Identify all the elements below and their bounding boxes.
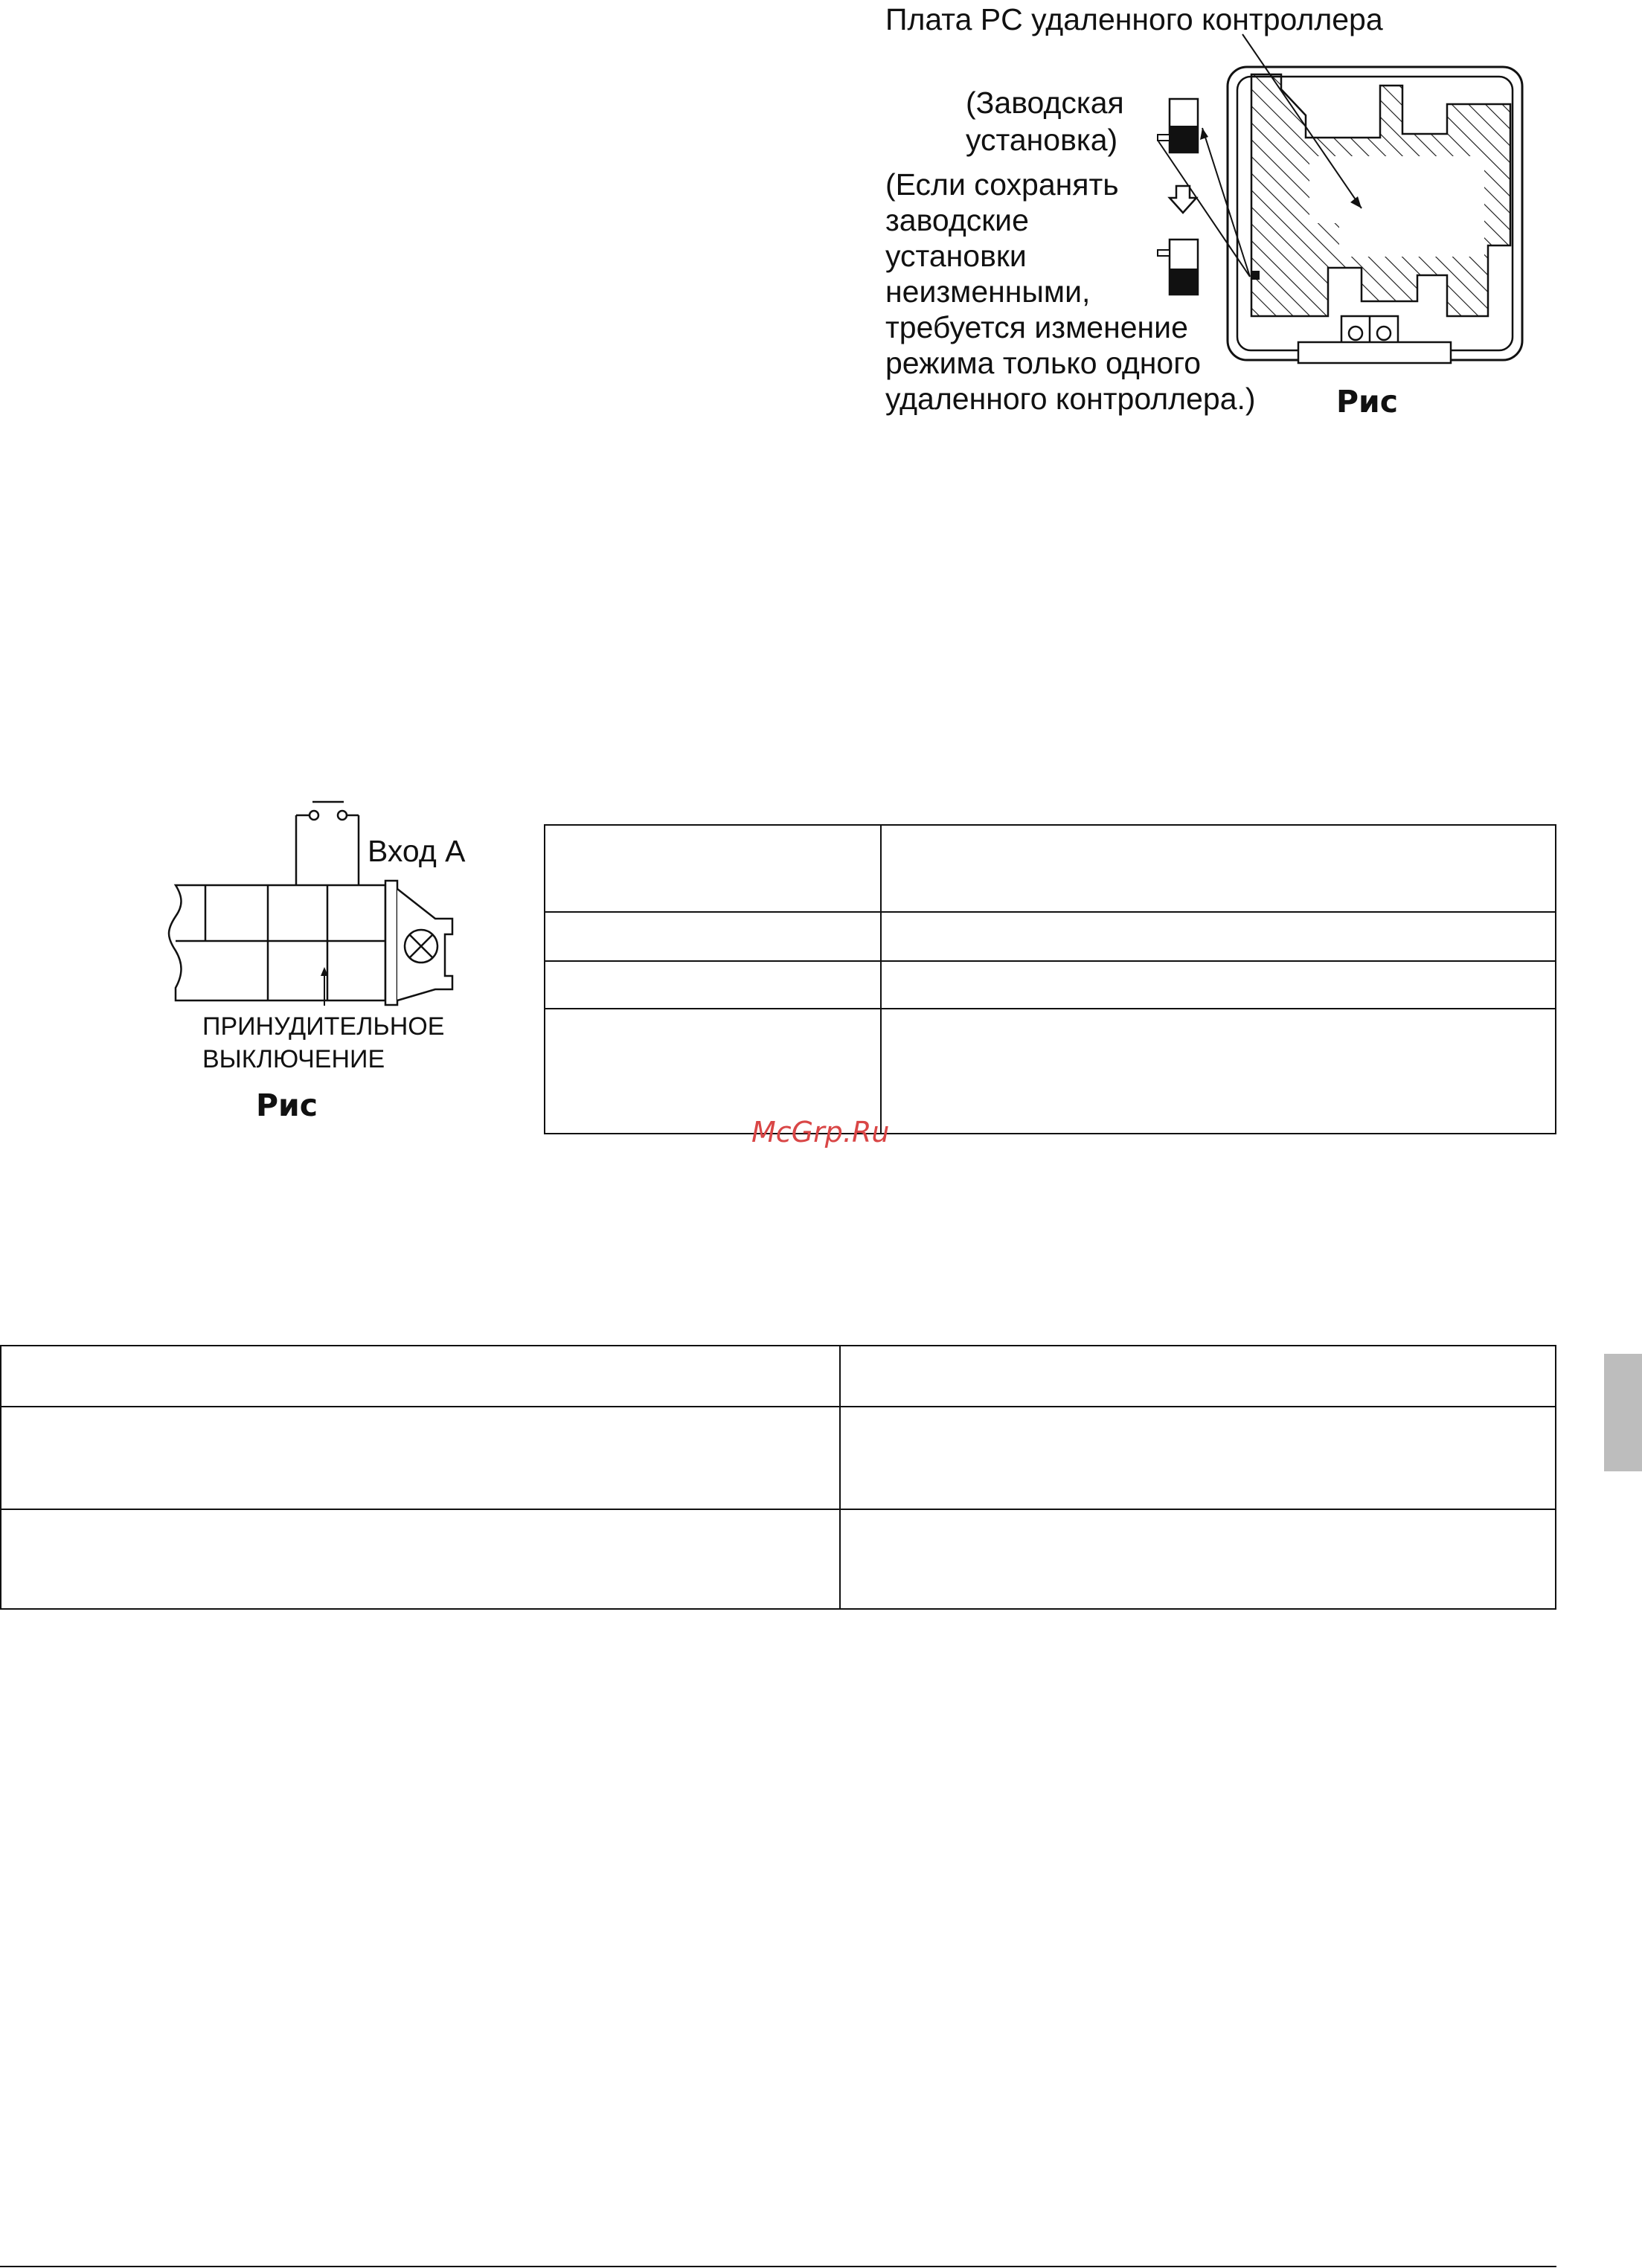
table-row: [545, 961, 1556, 1009]
watermark: McGrp.Ru: [751, 1116, 890, 1149]
factory-setting-label-1: (Заводская: [966, 86, 1124, 120]
table-cell: [840, 1346, 1556, 1407]
table-row: [545, 825, 1556, 912]
input-a-label: Вход A: [368, 834, 466, 868]
footer-rule: [0, 2266, 1556, 2267]
note-line: требуется изменение: [885, 310, 1188, 344]
table-row: [1, 1407, 1556, 1509]
table-cell: [1, 1509, 840, 1609]
table-cell: [881, 825, 1556, 912]
section-tab: [1604, 1354, 1642, 1471]
figure-caption: Рис: [1336, 384, 1399, 420]
table-cell: [545, 825, 881, 912]
table-cell: [840, 1509, 1556, 1609]
table-row: [545, 1009, 1556, 1134]
note-line: режима только одного: [885, 346, 1202, 380]
figure-caption: Рис: [256, 1088, 318, 1123]
forced-off-table: [544, 824, 1556, 1134]
note-line: установки: [885, 239, 1027, 273]
table-cell: [545, 961, 881, 1009]
board-label: Плата PC удаленного контроллера: [885, 2, 1383, 36]
factory-setting-label-2: установка): [966, 123, 1118, 157]
table-cell: [840, 1407, 1556, 1509]
table-row: [545, 912, 1556, 961]
table-cell: [1, 1346, 840, 1407]
table-cell: [1, 1407, 840, 1509]
table-cell: [881, 1009, 1556, 1134]
note-line: неизменными,: [885, 274, 1091, 309]
forced-off-label-2: ВЫКЛЮЧЕНИЕ: [202, 1045, 385, 1073]
remote-controller-board-drawing: [0, 0, 1642, 417]
board-switch: [1251, 271, 1260, 280]
table-cell: [545, 912, 881, 961]
table-row: [1, 1346, 1556, 1407]
note-line: (Если сохранять: [885, 167, 1119, 202]
arrow-down-icon: [1170, 186, 1196, 213]
forced-off-label-1: ПРИНУДИТЕЛЬНОЕ: [202, 1012, 445, 1041]
table-cell: [881, 961, 1556, 1009]
table-cell: [545, 1009, 881, 1134]
note-line: заводские: [885, 203, 1029, 237]
table-cell: [881, 912, 1556, 961]
note-line: удаленного контроллера.): [885, 382, 1256, 416]
settings-table: [0, 1345, 1556, 1610]
table-row: [1, 1509, 1556, 1609]
